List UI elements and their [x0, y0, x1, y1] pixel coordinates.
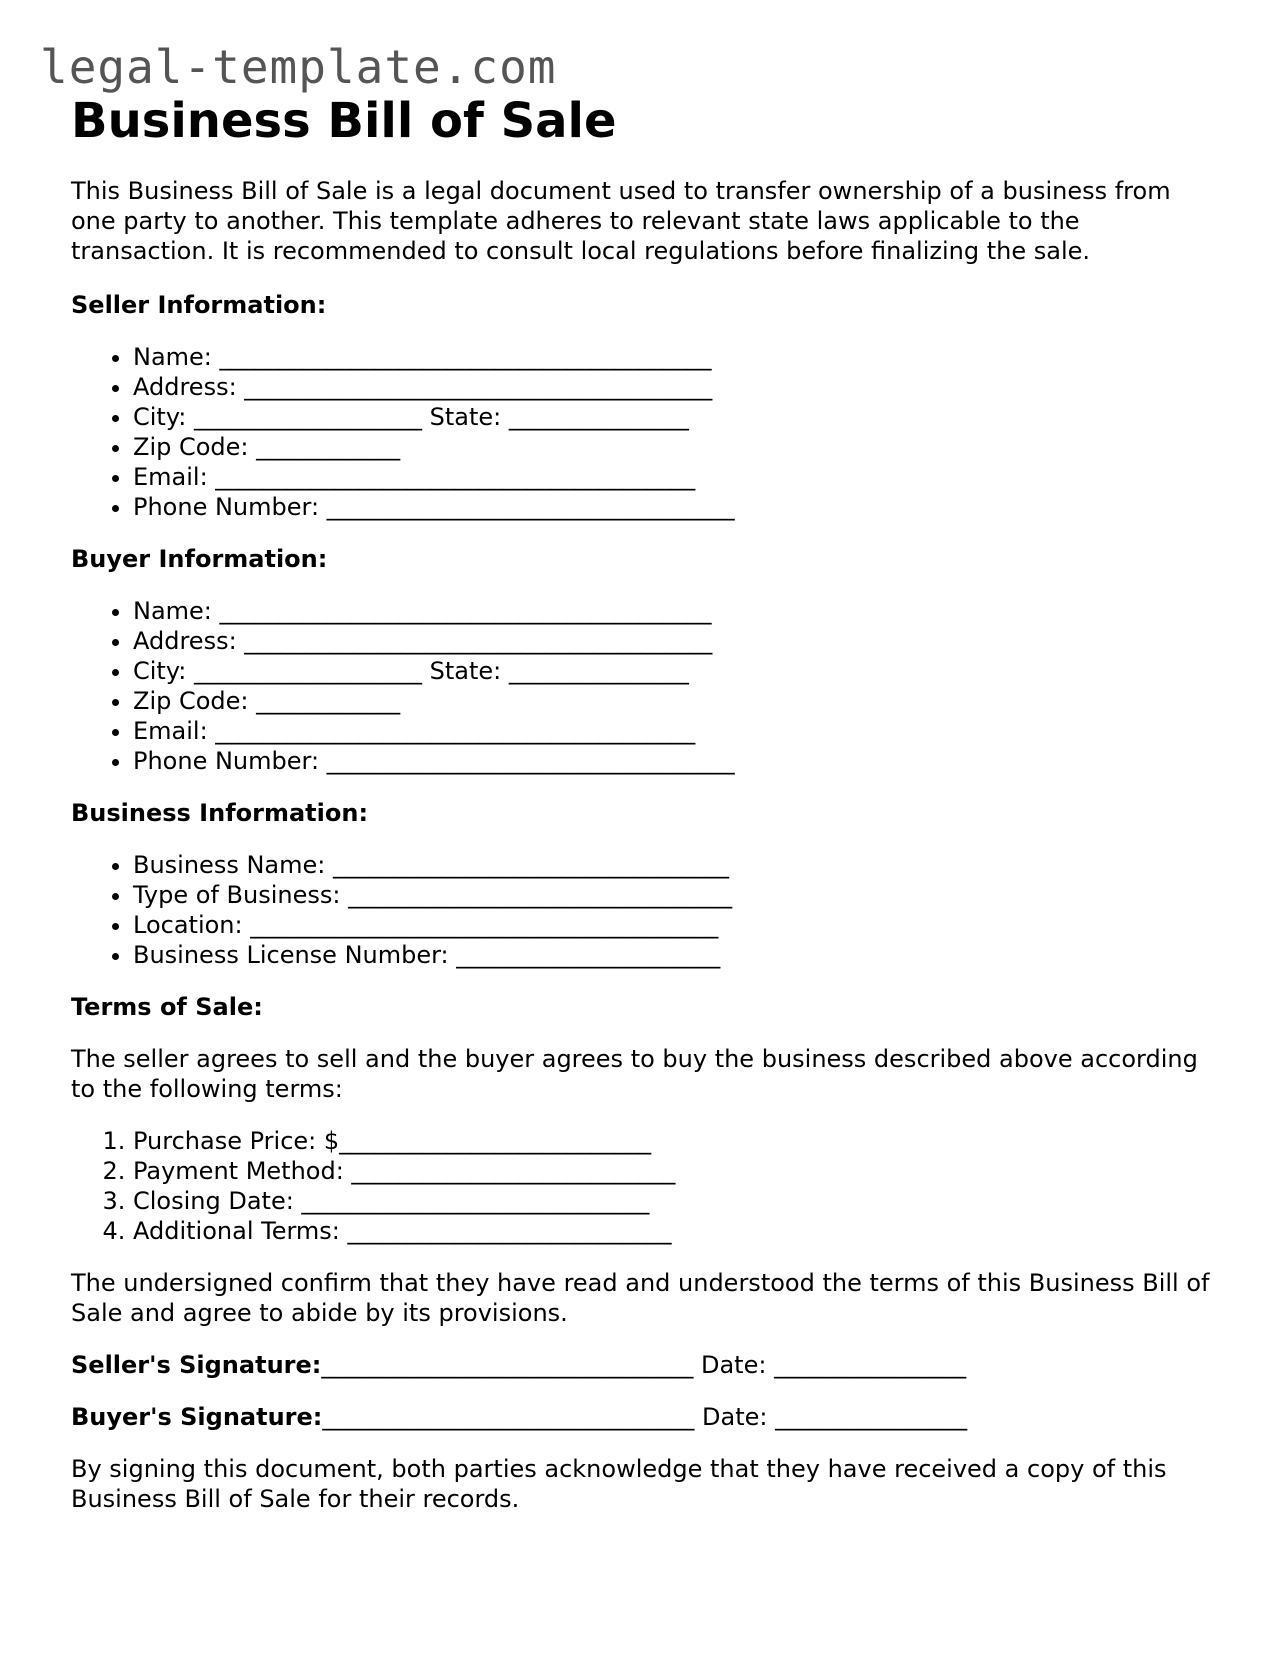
buyer-heading: Buyer Information: [71, 545, 328, 573]
seller-signature-label: Seller's Signature: [71, 1351, 322, 1379]
buyer-name-field: • Name: _________________________________________ [133, 596, 1211, 626]
buyer-email-field: • Email: ________________________________________ [133, 716, 1211, 746]
buyer-signature-date: Date: ________________ [694, 1403, 968, 1431]
document-page [71, 88, 1211, 1514]
closing-date-field: 3. Closing Date: _____________________________ [133, 1186, 1211, 1216]
seller-city-state-field: • City: ___________________ State: _______________ [133, 402, 1211, 432]
confirmation-paragraph: The undersigned confirm that they have read and understood the terms of this Business Bill of Sale and agree to abide by its provisions. [71, 1269, 1210, 1327]
seller-phone-field: • Phone Number: __________________________________ [133, 492, 1211, 522]
business-name-field: • Business Name: _________________________________ [133, 850, 1211, 880]
purchase-price-field: 1. Purchase Price: $__________________________ [133, 1126, 1211, 1156]
seller-address-field: • Address: _______________________________________ [133, 372, 1211, 402]
terms-intro: The seller agrees to sell and the buyer agrees to buy the business described above according to the following terms: [71, 1045, 1198, 1103]
buyer-signature-blank: _______________________________ [322, 1403, 695, 1431]
buyer-address-field: • Address: _______________________________________ [133, 626, 1211, 656]
seller-list [71, 342, 1211, 522]
terms-list [71, 1126, 1211, 1246]
intro-paragraph: This Business Bill of Sale is a legal document used to transfer ownership of a business from one party to another. This template adheres to relevant state laws applicable to the transaction. It is recommended to consult local regulations before finalizing the sale. [71, 177, 1171, 265]
seller-signature-line [71, 1350, 1211, 1380]
business-license-field: • Business License Number: ______________________ [133, 940, 1211, 970]
additional-terms-field: 4. Additional Terms: ___________________________ [133, 1216, 1211, 1246]
seller-email-field: • Email: ________________________________________ [133, 462, 1211, 492]
business-list [71, 850, 1211, 970]
seller-signature-blank: _______________________________ [321, 1351, 694, 1379]
business-heading: Business Information: [71, 799, 369, 827]
buyer-phone-field: • Phone Number: __________________________________ [133, 746, 1211, 776]
closing-paragraph: By signing this document, both parties acknowledge that they have received a copy of this Business Bill of Sale for their records. [71, 1455, 1167, 1513]
buyer-signature-line [71, 1402, 1211, 1432]
seller-signature-date: Date: ________________ [693, 1351, 967, 1379]
business-location-field: • Location: _______________________________________ [133, 910, 1211, 940]
buyer-list [71, 596, 1211, 776]
watermark: legal-template.com [40, 40, 557, 94]
seller-zip-field: • Zip Code: ____________ [133, 432, 1211, 462]
seller-name-field: • Name: _________________________________________ [133, 342, 1211, 372]
business-type-field: • Type of Business: ________________________________ [133, 880, 1211, 910]
buyer-signature-label: Buyer's Signature: [71, 1403, 323, 1431]
buyer-zip-field: • Zip Code: ____________ [133, 686, 1211, 716]
buyer-city-state-field: • City: ___________________ State: _______________ [133, 656, 1211, 686]
page-title: Business Bill of Sale [71, 93, 617, 149]
terms-heading: Terms of Sale: [71, 993, 263, 1021]
payment-method-field: 2. Payment Method: ___________________________ [133, 1156, 1211, 1186]
seller-heading: Seller Information: [71, 291, 327, 319]
